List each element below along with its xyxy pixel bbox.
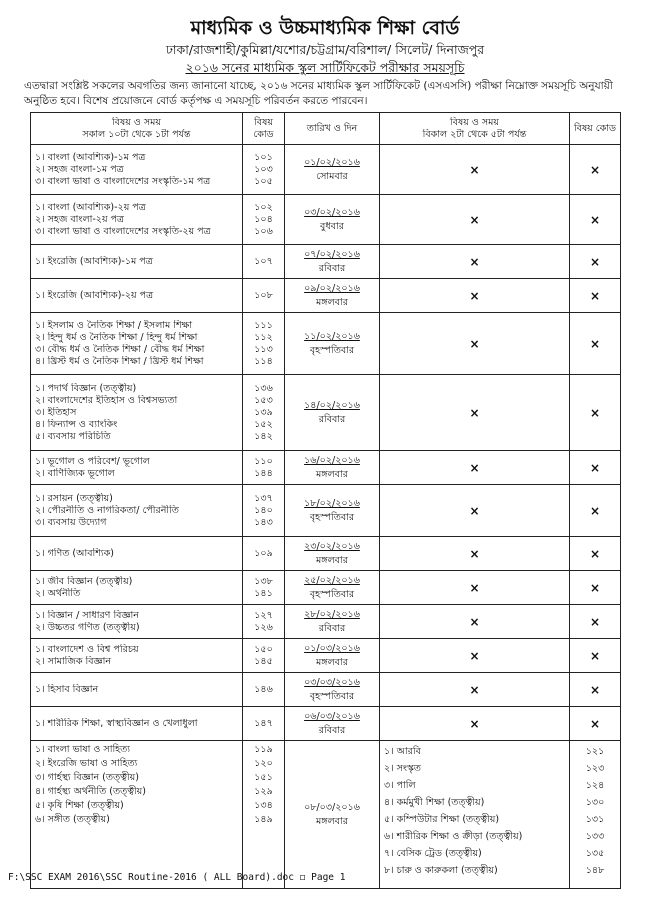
cell-line: ২। পৌরনীতি ও নাগরিকতা/ পৌরনীতি [35,504,179,516]
table-row [31,485,621,537]
exam-date: ১৪/০২/২০১৬ [304,399,360,411]
afternoon-cell: × [380,537,570,571]
cell-line: ১২০ [254,758,273,769]
date-cell [285,279,380,313]
table-row [31,707,621,741]
subject-cell [31,451,243,485]
cell-line: ২। সংস্কৃত [384,763,421,774]
code-cell [243,673,285,707]
afternoon-cell: × [380,605,570,639]
afternoon-code-cell: × [570,145,621,195]
cell-line: ৩। বৌদ্ধ ধর্ম ও নৈতিক শিক্ষা / বৌদ্ধ ধর্ম শিক্ষা [35,343,205,355]
afternoon-code-cell: × [570,195,621,245]
cell-line: ১১৪ [254,355,273,367]
cell-line: ১। রসায়ন (তত্ত্বীয়) [35,492,113,504]
table-row [31,639,621,673]
exam-day: বৃহস্পতিবার [309,588,355,600]
date-cell [285,639,380,673]
intro-paragraph: এতদ্বারা সংশ্লিষ্ট সকলের অবগতির জন্য জানানো যাচ্ছে, ২০১৬ সনের মাধ্যমিক স্কুল সার্টিফিকেট (এসএসসি) পরীক্ষা নিম্নোক্ত সময়সূচি অনুযায়ী অনুষ্ঠিত হবে। বিশেষ প্রয়োজনে বোর্ড কর্তৃপক্ষ এ সময়সূচি পরিবর্তন করতে পারবেন। [24,80,613,107]
table-header-row [31,113,621,145]
cell-line: ২। বাংলাদেশের ইতিহাস ও বিশ্বসভ্যতা [35,394,178,406]
exam-date: ১৬/০২/২০১৬ [304,454,360,466]
table-row [31,537,621,571]
date-cell [285,375,380,451]
exam-day: মঙ্গলবার [316,815,348,827]
cell-line: ২। সহজ বাংলা-১ম পত্র [35,163,124,175]
code-cell [243,279,285,313]
cell-line: ১। শারীরিক শিক্ষা, স্বাস্থ্যবিজ্ঞান ও খেলাধুলা [35,717,198,729]
header-code-2: বিষয় কোড [570,113,621,145]
cell-line: ২। ইংরেজি ভাষা ও সাহিত্য [35,758,138,769]
exam-day: রবিবার [318,724,346,736]
exam-date: ০৬/০৩/২০১৬ [304,710,360,722]
exam-date: ১৮/০২/২০১৬ [304,497,360,509]
cell-line: ১২৪ [585,780,605,791]
subject-cell [31,639,243,673]
cell-line: ১৪৩ [254,516,273,528]
cell-line: ৬। সঙ্গীত (তত্ত্বীয়) [35,814,110,825]
cell-line: ১৪৭ [254,717,273,729]
cell-line: ১। বাংলা (আবশ্যিক)-১ম পত্র [35,151,146,163]
cell-line: ৩। পালি [384,780,416,791]
exam-day: রবিবার [318,413,346,425]
subject-cell [31,673,243,707]
cell-line: ৭। বেসিক ট্রেড (তত্ত্বীয়) [384,848,482,859]
code-cell [243,741,285,889]
cell-line: ১৫১ [254,772,273,783]
subject-cell [31,571,243,605]
cell-line: ১৫০ [254,643,273,655]
cell-line: ১১৩ [254,343,273,355]
cell-line: ১২৬ [254,621,273,633]
afternoon-cell: × [380,571,570,605]
cell-line: ১৪৪ [254,467,273,479]
cell-line: ১। গণিত (আবশ্যিক) [35,547,114,559]
cell-line: ১০৩ [254,163,273,175]
header-subject-time [31,113,243,145]
exam-day: মঙ্গলবার [316,468,348,480]
cell-line: ১১১ [254,319,273,331]
cell-line: ১০৮ [254,289,273,301]
cell-line: ১০১ [254,151,273,163]
cell-line: ৫। কৃষি শিক্ষা (তত্ত্বীয়) [35,800,124,811]
subject-cell [31,375,243,451]
cell-line: ১১০ [254,455,273,467]
table-row [31,571,621,605]
table-row [31,375,621,451]
cell-line: ১। ইসলাম ও নৈতিক শিক্ষা / ইসলাম শিক্ষা [35,319,193,331]
date-cell [285,195,380,245]
cell-line: ১৩৫ [585,848,605,859]
exam-day: বৃহস্পতিবার [309,511,355,523]
cell-line: ৩। বাংলা ভাষা ও বাংলাদেশের সংস্কৃতি-২য় পত্র [35,225,211,237]
afternoon-code-cell: × [570,279,621,313]
board-list: ঢাকা/রাজশাহী/কুমিল্লা/যশোর/চট্টগ্রাম/বরিশাল/ সিলেট/ দিনাজপুর [165,42,485,57]
cell-line: ১। পদার্থ বিজ্ঞান (তত্ত্বীয়) [35,382,137,394]
afternoon-code-cell: × [570,571,621,605]
cell-line: ২। সামাজিক বিজ্ঞান [35,655,112,667]
afternoon-code-cell: × [570,451,621,485]
exam-date: ০১/০২/২০১৬ [304,156,360,168]
cell-line: ১০৭ [254,255,273,267]
date-cell [285,605,380,639]
afternoon-cell: × [380,707,570,741]
cell-line: ১৩৯ [254,406,273,418]
cell-line: ৪। কর্মমুখী শিক্ষা (তত্ত্বীয়) [384,797,485,808]
cell-line: ৩। ইতিহাস [35,406,77,418]
cell-line: ১। বাংলা ভাষা ও সাহিত্য [35,744,131,755]
exam-routine-table [30,112,621,889]
table-row [31,451,621,485]
header-date-day: তারিখ ও দিন [285,113,380,145]
cell-line: ১৪৬ [254,683,273,695]
table-row [31,279,621,313]
afternoon-code-cell: × [570,605,621,639]
cell-line: ১০৪ [254,213,273,225]
exam-date: ০৩/০৩/২০১৬ [304,676,360,688]
cell-line: ২। বাণিজ্যিক ভূগোল [35,467,115,479]
cell-line: ১০২ [254,201,273,213]
date-cell [285,451,380,485]
routine-subtitle: ২০১৬ সনের মাধ্যমিক স্কুল সার্টিফিকেট পরীক্ষার সময়সূচি [185,60,465,75]
cell-line: ১। ইংরেজি (আবশ্যিক)-২য় পত্র [35,289,154,301]
afternoon-cell: × [380,485,570,537]
cell-line: ৪। গার্হস্থ্য অর্থনীতি (তত্ত্বীয়) [35,786,146,797]
cell-line: ১৩৪ [254,800,273,811]
header-afternoon-time-label: বিকাল ২টা থেকে ৫টা পর্যন্ত [422,128,527,140]
cell-line: ৫। কম্পিউটার শিক্ষা (তত্ত্বীয়) [384,814,500,825]
afternoon-code-cell: × [570,639,621,673]
afternoon-cell: × [380,145,570,195]
subject-cell [31,605,243,639]
code-cell [243,707,285,741]
code-cell [243,639,285,673]
cell-line: ৩। গার্হস্থ্য বিজ্ঞান (তত্ত্বীয়) [35,772,139,783]
afternoon-cell: × [380,279,570,313]
exam-day: বৃহস্পতিবার [309,344,355,356]
exam-date: ১১/০২/২০১৬ [304,330,360,342]
cell-line: ১৩৩ [585,831,605,842]
cell-line: ১৩৮ [254,575,273,587]
cell-line: ১২৩ [585,763,605,774]
cell-line: ১। জীব বিজ্ঞান (তত্ত্বীয়) [35,575,133,587]
table-row [31,245,621,279]
exam-day: সোমবার [316,170,348,182]
table-row [31,195,621,245]
date-cell [285,673,380,707]
cell-line: ১৪২ [254,430,273,442]
exam-date: ০১/০৩/২০১৬ [304,642,360,654]
cell-line: ১১২ [254,331,273,343]
exam-day: মঙ্গলবার [316,554,348,566]
subject-cell [31,195,243,245]
cell-line: ১৩০ [585,797,605,808]
cell-line: ২। অর্থনীতি [35,587,81,599]
afternoon-code-cell: × [570,707,621,741]
subject-cell [31,485,243,537]
exam-date: ০৯/০২/২০১৬ [304,282,360,294]
afternoon-cell: × [380,639,570,673]
cell-line: ১৫৩ [254,394,273,406]
afternoon-cell: × [380,451,570,485]
board-title: মাধ্যমিক ও উচ্চমাধ্যমিক শিক্ষা বোর্ড [190,17,460,39]
afternoon-cell: × [380,195,570,245]
afternoon-code-cell: × [570,537,621,571]
date-cell [285,741,380,889]
cell-line: ১। ইংরেজি (আবশ্যিক)-১ম পত্র [35,255,153,267]
cell-line: ১০৫ [254,175,273,187]
cell-line: ১০৬ [254,225,273,237]
afternoon-code-cell: × [570,245,621,279]
afternoon-cell: × [380,375,570,451]
afternoon-cell: × [380,673,570,707]
cell-line: ৫। ব্যবসায় পরিচিতি [35,430,111,442]
exam-date: ২৩/০২/২০১৬ [304,540,360,552]
table-row-last [31,741,621,889]
afternoon-code-cell: × [570,673,621,707]
cell-line: ৮। চারু ও কারুকলা (তত্ত্বীয়) [384,865,498,876]
cell-line: ১৪৯ [254,814,273,825]
code-cell [243,375,285,451]
afternoon-subject-cell [380,741,570,889]
cell-line: ২। উচ্চতর গণিত (তত্ত্বীয়) [35,621,140,633]
date-cell [285,485,380,537]
header-subject-time-label: বিষয় ও সময় [111,116,162,128]
cell-line: ৩। বাংলা ভাষা ও বাংলাদেশের সংস্কৃতি-১ম পত্র [35,175,211,187]
table-row [31,673,621,707]
code-cell [243,537,285,571]
exam-day: মঙ্গলবার [316,296,348,308]
header-code: বিষয় কোড [243,113,285,145]
code-cell [243,451,285,485]
cell-line: ৪। ফিন্যান্স ও ব্যাংকিং [35,418,118,430]
exam-day: রবিবার [318,262,346,274]
table-row [31,145,621,195]
code-cell [243,145,285,195]
subject-cell [31,145,243,195]
date-cell [285,537,380,571]
afternoon-code-cell: × [570,313,621,375]
cell-line: ১৩৬ [254,382,273,394]
subject-cell [31,707,243,741]
exam-day: মঙ্গলবার [316,656,348,668]
cell-line: ১০৯ [254,547,273,559]
header-morning-time-label: সকাল ১০টা থেকে ১টা পর্যন্ত [82,128,191,140]
subject-cell [31,279,243,313]
date-cell [285,571,380,605]
code-cell [243,313,285,375]
exam-date: ০৮/০৩/২০১৬ [304,801,360,813]
cell-line: ১৩১ [585,814,605,825]
cell-line: ১৪১ [254,587,273,599]
cell-line: ৪। খ্রিস্ট ধর্ম ও নৈতিক শিক্ষা / খ্রিস্ট ধর্ম শিক্ষা [35,355,204,367]
cell-line: ১। বিজ্ঞান / সাধারণ বিজ্ঞান [35,609,139,621]
exam-day: বৃহস্পতিবার [309,690,355,702]
file-path-footer: F:\SSC EXAM 2016\SSC Routine-2016 ( ALL Board).doc ◻ Page 1 [8,872,346,883]
cell-line: ১৪০ [254,504,273,516]
afternoon-code-cell: × [570,485,621,537]
cell-line: ৩। ব্যবসায় উদ্যোগ [35,516,107,528]
header-afternoon [380,113,570,145]
cell-line: ১৫২ [254,418,273,430]
cell-line: ১৪৫ [254,655,273,667]
exam-day: রবিবার [318,622,346,634]
cell-line: ৬। শারীরিক শিক্ষা ও ক্রীড়া (তত্ত্বীয়) [384,831,523,842]
cell-line: ২। সহজ বাংলা-২য় পত্র [35,213,124,225]
subject-cell [31,537,243,571]
cell-line: ১। হিসাব বিজ্ঞান [35,683,99,695]
exam-date: ২৮/০২/২০১৬ [304,608,360,620]
table-row [31,605,621,639]
subject-cell [31,741,243,889]
table-row [31,313,621,375]
date-cell [285,245,380,279]
code-cell [243,195,285,245]
cell-line: ১২১ [585,746,605,757]
code-cell [243,245,285,279]
cell-line: ১৩৭ [254,492,273,504]
cell-line: ১। ভূগোল ও পরিবেশ/ ভূগোল [35,455,150,467]
code-cell [243,485,285,537]
exam-date: ০৩/০২/২০১৬ [304,206,360,218]
afternoon-cell: × [380,313,570,375]
date-cell [285,145,380,195]
cell-line: ১১৯ [254,744,273,755]
cell-line: ১২৭ [254,609,273,621]
exam-date: ২৫/০২/২০১৬ [304,574,360,586]
cell-line: ২। হিন্দু ধর্ম ও নৈতিক শিক্ষা / হিন্দু ধর্ম শিক্ষা [35,331,198,343]
cell-line: ১২৯ [254,786,273,797]
exam-date: ০৭/০২/২০১৬ [304,248,360,260]
subject-cell [31,245,243,279]
header-afternoon-label: বিষয় ও সময় [449,116,500,128]
code-cell [243,571,285,605]
cell-line: ১। বাংলা (আবশ্যিক)-২য় পত্র [35,201,146,213]
date-cell [285,313,380,375]
afternoon-code-cell: × [570,375,621,451]
subject-cell [31,313,243,375]
code-cell [243,605,285,639]
exam-day: বুধবার [320,220,344,232]
cell-line: ১৪৮ [585,865,605,876]
afternoon-code-cell [570,741,621,889]
cell-line: ১। আরবি [384,746,421,757]
date-cell [285,707,380,741]
afternoon-cell: × [380,245,570,279]
table-body [31,145,621,889]
cell-line: ১। বাংলাদেশ ও বিশ্ব পরিচয় [35,643,139,655]
